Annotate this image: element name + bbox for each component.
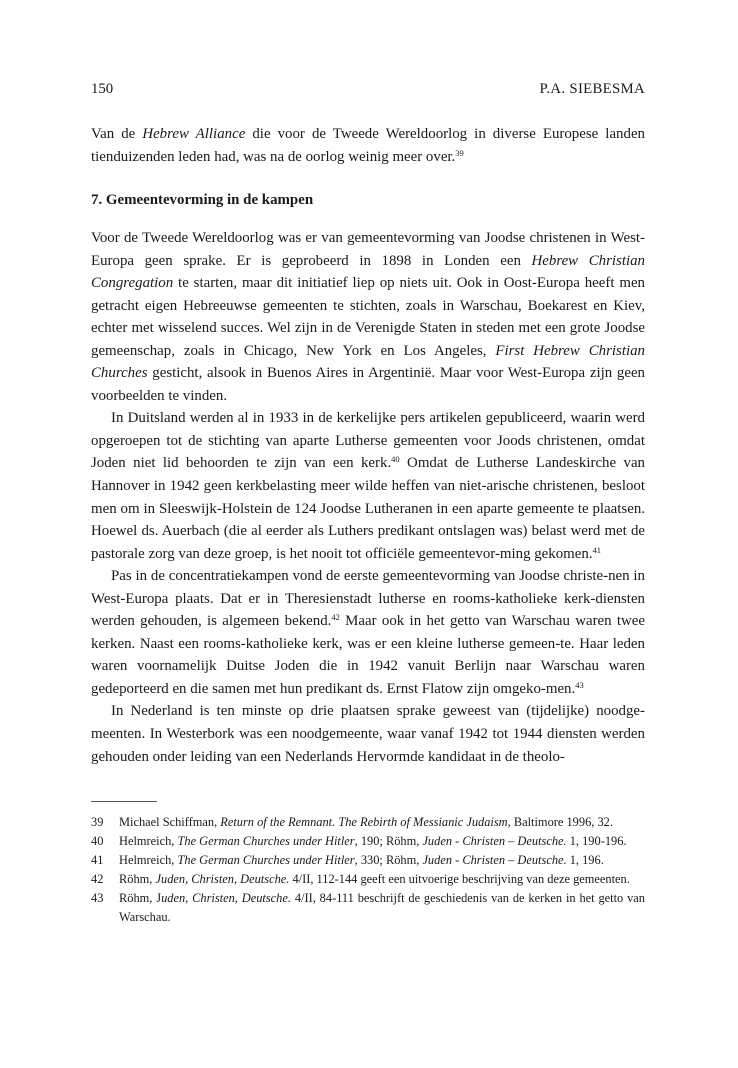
- footnote-divider: [91, 801, 157, 802]
- paragraph-4: In Nederland is ten minste op drie plaatsen sprake geweest van (tijdelijke) noodge-meenten. In Westerbork was een noodgemeente, waar vanaf 1942 tot 1944 diensten werden gehouden onder leiding van een Nederlands Hervormde kandidaat in de theolo-: [91, 703, 645, 765]
- footnotes: [91, 813, 645, 927]
- page-header: [91, 78, 645, 100]
- footnote-42: 42 Röhm, Juden, Christen, Deutsche. 4/II, 112-144 geeft een uitvoerige beschrijving van deze gemeenten.: [91, 872, 630, 886]
- paragraph-2: In Duitsland werden al in 1933 in de kerkelijke pers artikelen gepubliceerd, waarin werd opgeroepen tot de stichting van aparte Lutherse gemeenten voor Joods christenen, omdat Joden niet lid behoorden te zijn van een kerk.$^{40}$ Omdat de Lutherse Landeskirche van Hannover in 1942 geen kerkbelasting meer wilde heffen van niet-arische christenen, besloot men om in Sleeswijk-Holstein de 124 Joodse Lutheranen in een aparte gemeente te plaatsen. Hoewel ds. Auerbach (die al eerder als Luthers predikant ontslagen was) belast werd met de pastorale zorg van deze groep, is het nooit tot officiële gemeentevor-ming gekomen.$^{41}$: [91, 410, 645, 562]
- footnote-39: 39 Michael Schiffman, Return of the Remnant. The Rebirth of Messianic Judaism, Baltimore 1996, 32.: [91, 815, 613, 829]
- page-number: 150: [91, 81, 114, 97]
- section-body: [91, 227, 645, 768]
- paragraph-3: Pas in de concentratiekampen vond de eerste gemeentevorming van Joodse christe-nen in West-Europa plaats. Dat er in Theresienstadt lutherse en rooms-katholieke kerk-diensten werden gehouden, is algemeen bekend.$^{42}$ Maar ook in het getto van Warschau waren twee kerken. Naast een rooms-katholieke kerk, was er een kleine lutherse gemeen-te. Haar leden waren voornamelijk Duitse Joden die in 1942 vanuit Berlijn naar Warschau waren gedeporteerd en die samen met hun predikant ds. Ernst Flatow zijn omgeko-men.$^{43}$: [91, 568, 645, 697]
- section-heading: 7. Gemeentevorming in de kampen: [91, 192, 314, 208]
- footnote-ref[interactable]: 43: [575, 679, 584, 690]
- intro-paragraph: Van de Hebrew Alliance die voor de Tweede Wereldoorlog in diverse Europese landen tienduizenden leden had, was na de oorlog weinig meer over.$^{39}$: [91, 126, 645, 165]
- footnote-ref[interactable]: 39: [455, 147, 464, 158]
- footnote-40: 40 Helmreich, The German Churches under Hitler, 190; Röhm, Juden - Christen – Deutsche. 1, 190-196.: [91, 834, 627, 848]
- footnote-41: 41 Helmreich, The German Churches under Hitler, 330; Röhm, Juden - Christen – Deutsche. 1, 196.: [91, 853, 604, 867]
- footnote-ref[interactable]: 41: [592, 544, 602, 555]
- paragraph-1: Voor de Tweede Wereldoorlog was er van gemeentevorming van Joodse christenen in West-Europa geen sprake. Er is geprobeerd in 1898 in Londen een Hebrew Christian Congregation te starten, maar dit initiatief liep op niets uit. Ook in Oost-Europa heeft men getracht eigen Hebreeuwse gemeenten te stichten, zoals in Warschau, Boekarest en Kiev, echter met wisselend succes. Wel zijn in de Verenigde Staten in steden met een grote Joodse gemeenschap, zoals in Chicago, New York en Los Angeles, First Hebrew Christian Churches gesticht, alsook in Buenos Aires in Argentinië. Maar voor West-Europa zijn geen voorbeelden te vinden.: [91, 230, 646, 404]
- running-head: P.A. SIEBESMA: [539, 81, 645, 97]
- footnote-43: 43 Röhm, Juden, Christen, Deutsche. 4/II, 84-111 beschrijft de geschiedenis van de kerken in het getto van Warschau.: [91, 891, 646, 924]
- footnote-ref[interactable]: 42: [331, 612, 340, 623]
- footnote-ref[interactable]: 40: [391, 454, 400, 465]
